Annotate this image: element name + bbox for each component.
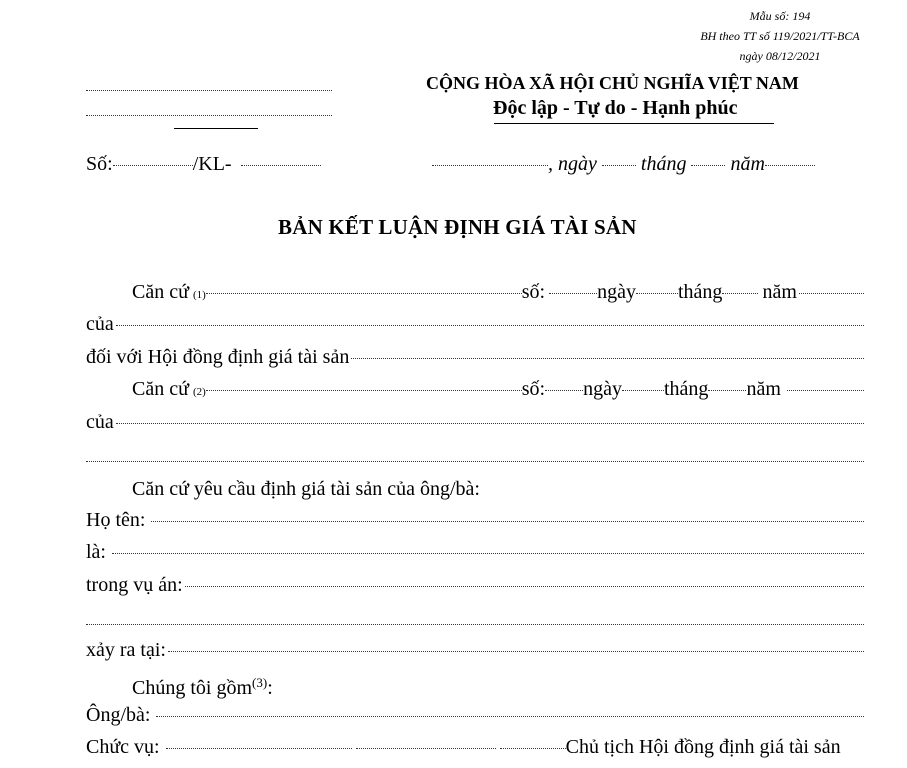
basis1-ngay: ngày xyxy=(597,281,636,303)
basis2-ngay: ngày xyxy=(583,378,622,400)
location-row xyxy=(86,639,864,663)
basis1-nam: năm xyxy=(762,281,797,303)
full-name-field[interactable] xyxy=(151,521,864,522)
year-field[interactable] xyxy=(765,165,815,166)
request-intro: Căn cứ yêu cầu định giá tài sản của ông/bà: xyxy=(132,478,480,500)
case-row xyxy=(86,574,864,598)
basis1-doivoi-row xyxy=(86,346,864,370)
basis1-so-field[interactable] xyxy=(549,293,597,294)
number-label: Số: xyxy=(86,153,113,175)
basis1-thang: tháng xyxy=(678,281,723,303)
case-field[interactable] xyxy=(185,586,864,587)
basis2-day-field[interactable] xyxy=(622,390,664,391)
basis2-row xyxy=(86,378,864,402)
place-field[interactable] xyxy=(432,165,548,166)
position-field-2[interactable] xyxy=(356,748,496,749)
basis2-footnote: (2) xyxy=(192,386,206,398)
form-issued-by: BH theo TT số 119/2021/TT-BCA xyxy=(700,29,860,43)
basis2-month-field[interactable] xyxy=(708,390,746,391)
case-extra-line[interactable] xyxy=(86,624,864,625)
basis1-doivoi-field[interactable] xyxy=(351,358,864,359)
basis1-year-field[interactable] xyxy=(799,293,864,294)
form-issued-date: ngày 08/12/2021 xyxy=(739,49,821,63)
basis2-so-field[interactable] xyxy=(545,390,583,391)
members-footnote: (3) xyxy=(252,675,268,690)
person-row xyxy=(86,704,864,728)
basis2-extra-line[interactable] xyxy=(86,461,864,462)
basis1-cua-row xyxy=(86,313,864,337)
basis2-thang: tháng xyxy=(664,378,709,400)
la-row xyxy=(86,541,864,565)
date-nam: năm xyxy=(730,153,765,175)
basis2-nam: năm xyxy=(746,378,781,400)
basis1-document-field[interactable] xyxy=(206,293,522,294)
members-intro-row xyxy=(132,671,273,700)
basis2-so: số: xyxy=(521,378,546,400)
date-thang: tháng xyxy=(640,153,687,175)
members-intro: Chúng tôi gồm xyxy=(132,677,253,699)
person-label: Ông/bà: xyxy=(86,704,151,726)
basis2-year-field[interactable] xyxy=(787,390,864,391)
person-field[interactable] xyxy=(156,716,864,717)
basis2-cua-field[interactable] xyxy=(116,423,864,424)
number-field[interactable] xyxy=(113,165,193,166)
basis1-cua: của xyxy=(86,313,114,335)
position-label: Chức vụ: xyxy=(86,736,160,758)
full-name-label: Họ tên: xyxy=(86,509,146,531)
basis2-cua: của xyxy=(86,411,114,433)
agency-line-2[interactable] xyxy=(86,115,332,116)
agency-line-1[interactable] xyxy=(86,90,332,91)
basis2-cua-row xyxy=(86,411,864,435)
document-title: BẢN KẾT LUẬN ĐỊNH GIÁ TÀI SẢN xyxy=(278,215,637,239)
la-field[interactable] xyxy=(112,553,864,554)
number-code-field[interactable] xyxy=(241,165,321,166)
date-ngay: , ngày xyxy=(548,153,597,175)
basis1-row xyxy=(86,281,864,305)
la-label: là: xyxy=(86,541,106,563)
basis1-cua-field[interactable] xyxy=(116,325,864,326)
basis1-day-field[interactable] xyxy=(636,293,678,294)
basis1-footnote: (1) xyxy=(192,289,206,301)
document-number-row xyxy=(86,152,321,176)
members-colon: : xyxy=(267,677,273,699)
basis1-so: số: xyxy=(521,281,546,303)
position-field-1[interactable] xyxy=(166,748,352,749)
basis2-label: Căn cứ xyxy=(132,378,189,400)
form-meta xyxy=(660,8,900,64)
basis2-document-field[interactable] xyxy=(206,390,522,391)
position-value: Chủ tịch Hội đồng định giá tài sản xyxy=(565,736,841,758)
motto: Độc lập - Tự do - Hạnh phúc xyxy=(493,97,738,119)
position-field-3[interactable] xyxy=(500,748,566,749)
form-number: Mẫu số: 194 xyxy=(749,9,811,23)
motto-underline xyxy=(494,123,774,124)
case-label: trong vụ án: xyxy=(86,574,183,596)
number-suffix: /KL- xyxy=(192,153,232,175)
location-field[interactable] xyxy=(168,651,864,652)
month-field[interactable] xyxy=(691,165,725,166)
position-row xyxy=(86,736,864,760)
basis1-label: Căn cứ xyxy=(132,281,189,303)
basis1-month-field[interactable] xyxy=(722,293,758,294)
place-date-row xyxy=(432,152,815,176)
basis1-doi-voi: đối với Hội đồng định giá tài sản xyxy=(86,346,350,368)
agency-underline xyxy=(174,128,258,129)
day-field[interactable] xyxy=(602,165,636,166)
location-label: xảy ra tại: xyxy=(86,639,166,661)
nation-title: CỘNG HÒA XÃ HỘI CHỦ NGHĨA VIỆT NAM xyxy=(426,73,799,93)
full-name-row xyxy=(86,509,864,533)
